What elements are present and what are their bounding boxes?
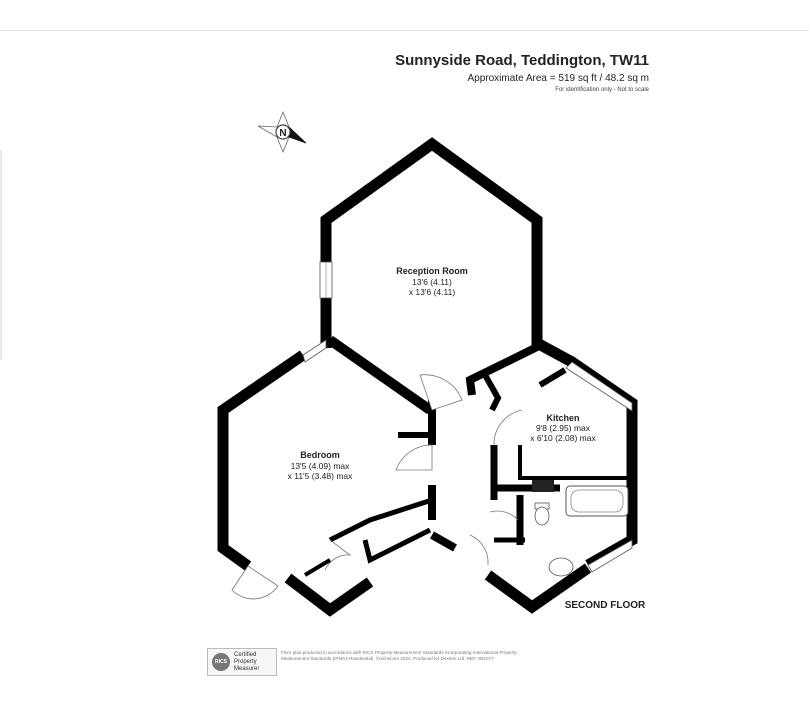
kitchen-dim2: x 6'10 (2.08) max	[530, 433, 596, 443]
rics-badge-text	[234, 652, 276, 673]
plan-title: Sunnyside Road, Teddington, TW11	[395, 52, 649, 69]
compass-letter: N	[279, 128, 287, 139]
bedroom-dim2: x 11'5 (3.48) max	[287, 471, 353, 481]
disclaimer: Floor plan produced in accordance with RICS Property Measurement Standards incorporating International Property Measurement Standards (IPMS2 Residential). ©nichecom 2022. Produced for Dexters Ltd. REF: 881577	[281, 650, 517, 661]
kitchen-name: Kitchen	[546, 413, 580, 423]
reception-label	[396, 266, 468, 297]
bedroom-name: Bedroom	[300, 450, 340, 460]
badge-line: Property	[234, 659, 257, 665]
rics-logo: RICS	[212, 653, 230, 671]
kitchen-room	[470, 343, 632, 607]
reception-room	[320, 144, 537, 348]
badge-line: Certified	[234, 652, 257, 658]
badge-line: Measurer	[234, 666, 260, 672]
bedroom-label	[288, 450, 354, 481]
bedroom-dim1: 13'5 (4.09) max	[290, 461, 350, 471]
kitchen-dim1: 9'8 (2.95) max	[535, 423, 591, 433]
compass-icon	[258, 112, 306, 152]
plan-note: For identification only - Not to scale	[555, 87, 649, 93]
reception-dim1: 13'6 (4.11)	[412, 277, 452, 287]
reception-name: Reception Room	[396, 266, 468, 276]
rics-badge	[207, 648, 277, 676]
floor-label: SECOND FLOOR	[564, 600, 646, 611]
kitchen-label	[530, 413, 596, 443]
reception-dim2: x 13'6 (4.11)	[408, 287, 456, 297]
plan-area: Approximate Area = 519 sq ft / 48.2 sq m	[467, 73, 649, 84]
